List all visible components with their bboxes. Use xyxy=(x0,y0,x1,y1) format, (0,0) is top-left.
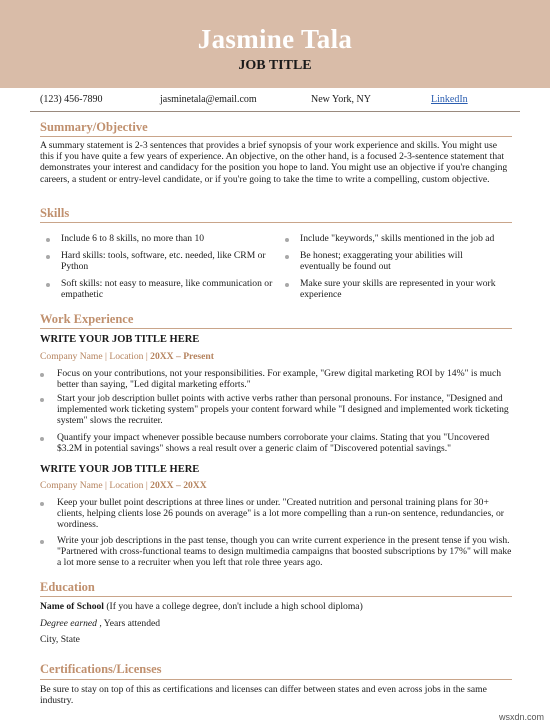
job-bullet: Keep your bullet point descriptions at three lines or under. "Created nutrition and personal training plans for 30+ clients, helping clients lose 26 pounds on average" is a lot more compelling than a run-on sentence, redundancies, or wordiness. xyxy=(57,497,504,531)
school-name: Name of School xyxy=(40,601,104,612)
header-band xyxy=(0,0,550,88)
summary-text: A summary statement is 2-3 sentences that provides a brief synopsis of your work experience and skills. You might use this if you have quite a few years of experience. An objective, on the other hand, is a focused 2-3-sentence statement that demonstrates your interest and candidacy for the position you hope to land. You might use an objective if you're changing careers, a student or entry-level candidate, or if you're going to take the time to write a compelling, custom objective. xyxy=(40,140,508,185)
skills-rule xyxy=(40,222,512,223)
degree-earned: Degree earned xyxy=(40,618,97,629)
degree-line xyxy=(40,618,160,629)
location: New York, NY xyxy=(311,94,372,105)
job-title: WRITE YOUR JOB TITLE HERE xyxy=(40,334,200,345)
bullet-icon xyxy=(285,283,289,287)
bullet-icon xyxy=(40,398,44,402)
certifications-text: Be sure to stay on top of this as certifications and licenses can differ between states and even across jobs in the same industry. xyxy=(40,684,487,707)
summary-rule xyxy=(40,136,512,137)
school-city: City, State xyxy=(40,634,80,645)
years-attended: , Years attended xyxy=(96,618,161,629)
school-line xyxy=(40,601,363,612)
skill-item: Include "keywords," skills mentioned in the job ad xyxy=(300,233,495,244)
bullet-icon xyxy=(40,540,44,544)
experience-heading: Work Experience xyxy=(40,312,134,326)
company-line xyxy=(40,480,207,491)
linkedin-link[interactable]: LinkedIn xyxy=(431,94,468,105)
skill-item: Make sure your skills are represented in your work experience xyxy=(300,278,496,301)
skill-item: Soft skills: not easy to measure, like communication or empathetic xyxy=(61,278,273,301)
education-rule xyxy=(40,596,512,597)
bullet-icon xyxy=(285,238,289,242)
job-bullet: Start your job description bullet points with active verbs rather than personal pronouns. For instance, "Designed and implemented work ticketing system" propels your content forward while "I designed and implemented work ticketing system" slows the recruiter. xyxy=(57,393,509,427)
job-bullet: Quantify your impact whenever possible because numbers corroborate your claims. Stating that you "Uncovered $3.2M in potential savings" shows a real result over a generic claim of "Discovered potential savings." xyxy=(57,432,490,455)
education-heading: Education xyxy=(40,580,95,594)
contact-divider xyxy=(30,111,520,112)
bullet-icon xyxy=(46,283,50,287)
skill-item: Hard skills: tools, software, etc. needed, like CRM or Python xyxy=(61,250,266,273)
candidate-name: Jasmine Tala xyxy=(197,24,353,54)
skill-item: Include 6 to 8 skills, no more than 10 xyxy=(61,233,205,244)
skills-heading: Skills xyxy=(40,206,70,220)
job-dates: 20XX – 20XX xyxy=(150,480,207,491)
job-bullet: Focus on your contributions, not your responsibilities. For example, "Grew digital marketing ROI by 14%" is much better than saying, "Led digital marketing efforts." xyxy=(57,368,502,391)
bullet-icon xyxy=(40,502,44,506)
certifications-rule xyxy=(40,679,512,680)
job-bullet: Write your job descriptions in the past tense, though you can write current experience in the present tense if you wish. "Partnered with cross-functional teams to design multimedia campaigns that boosted subscriptions by 17%" will make a lot more sense to a recruiter when you left that role three years ago. xyxy=(57,535,512,569)
email-address: jasminetala@email.com xyxy=(160,94,257,105)
header-job-title: JOB TITLE xyxy=(238,58,312,73)
summary-heading: Summary/Objective xyxy=(40,120,148,134)
bullet-icon xyxy=(285,255,289,259)
experience-rule xyxy=(40,328,512,329)
company-line xyxy=(40,351,214,362)
bullet-icon xyxy=(46,255,50,259)
company-location: Company Name | Location | xyxy=(40,351,151,362)
bullet-icon xyxy=(40,437,44,441)
company-location: Company Name | Location | xyxy=(40,480,151,491)
school-note: (If you have a college degree, don't include a high school diploma) xyxy=(103,601,363,612)
bullet-icon xyxy=(40,373,44,377)
job-title: WRITE YOUR JOB TITLE HERE xyxy=(40,464,200,475)
certifications-heading: Certifications/Licenses xyxy=(40,662,162,676)
phone-number: (123) 456-7890 xyxy=(40,94,103,105)
skill-item: Be honest; exaggerating your abilities will eventually be found out xyxy=(300,250,463,273)
job-dates: 20XX – Present xyxy=(150,351,214,362)
watermark: wsxdn.com xyxy=(498,712,544,722)
bullet-icon xyxy=(46,238,50,242)
